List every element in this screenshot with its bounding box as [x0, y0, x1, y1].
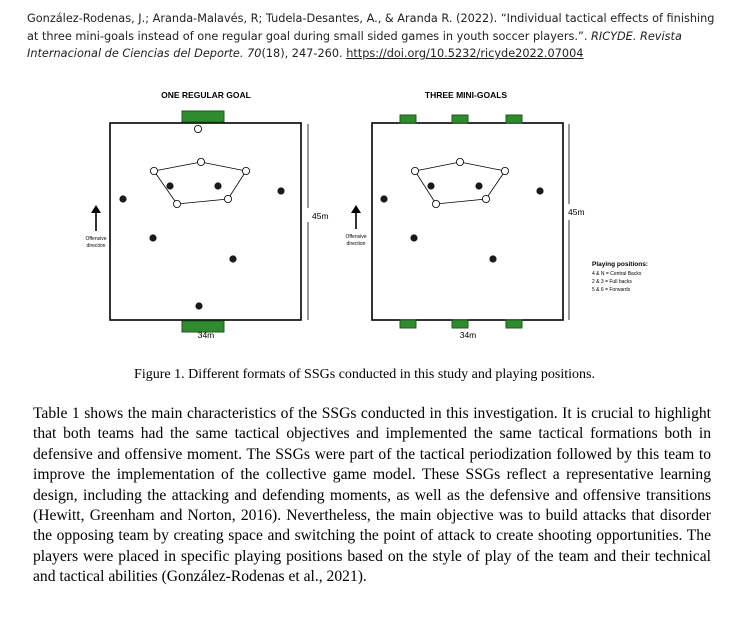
player-marker [475, 182, 482, 189]
player-marker [242, 167, 249, 174]
citation-doi[interactable]: https://doi.org/10.5232/ricyde2022.07004 [346, 47, 584, 60]
right-field-boundary [372, 123, 563, 320]
left-field-boundary [110, 123, 301, 320]
player-marker [149, 234, 156, 241]
citation-authors: González-Rodenas, J.; Aranda-Malavés, R; Tudela-Desantes, A., & Aranda R. (2022). [27, 12, 498, 25]
legend-line-1: 4 & N = Central Backs [592, 271, 642, 277]
player-marker [410, 234, 417, 241]
figure-caption: Figure 1. Different formats of SSGs conducted in this study and playing positions. [134, 367, 595, 382]
player-marker [536, 187, 543, 194]
player-marker [489, 255, 496, 262]
player-marker [166, 182, 173, 189]
player-marker [197, 158, 204, 165]
player-marker [411, 167, 418, 174]
player-marker [380, 195, 387, 202]
right-direction-label-2: direction [346, 241, 366, 247]
figure-1 [0, 80, 729, 360]
player-marker [427, 182, 434, 189]
left-field-title: ONE REGULAR GOAL [161, 90, 251, 100]
right-bottom-mini-goal [506, 320, 522, 328]
right-bottom-mini-goal [452, 320, 468, 328]
right-formation-shape [415, 162, 505, 204]
player-marker [501, 167, 508, 174]
citation [27, 10, 717, 63]
field-one-regular-goal [85, 90, 328, 340]
body-paragraph: Table 1 shows the main characteristics of the SSGs conducted in this investigation. It is crucial to highlight that both teams had the same tactical objectives and implemented the same tactical formations both in defensive and offensive moment. The SSGs were part of the tactical periodization followed by this team to improve the implementation of the collective game model. These SSGs reflect a representative learning design, including the attacking and defending moments, as well as the defensive and offensive transitions (Hewitt, Greenham and Norton, 2016). Nevertheless, the main objective was to build attacks that disorder the opposing team by creating space and switching the point of attack to create shooting opportunities. The players were placed in specific playing positions based on the style of play of the team and their technical and tactical abilities (González-Rodenas et al., 2021). [33, 405, 711, 586]
left-length-label: 45m [312, 211, 329, 221]
player-marker [482, 195, 489, 202]
legend-title: Playing positions: [592, 261, 648, 268]
positions-legend [592, 261, 648, 293]
right-width-label: 34m [459, 330, 477, 340]
field-three-mini-goals [345, 90, 648, 340]
right-length-label: 45m [568, 207, 585, 217]
player-marker [456, 158, 463, 165]
citation-title: “Individual tactical effects of finishing at three mini-goals instead of one regular goal during small sided games in youth soccer players.”. [27, 12, 715, 43]
right-field-title: THREE MINI-GOALS [424, 90, 508, 100]
citation-volume: 70 [247, 47, 262, 60]
right-direction-label-1: Offensive [345, 234, 367, 240]
left-players [119, 125, 284, 309]
citation-journal: RICYDE. Revista Internacional de Ciencias del Deporte. [27, 29, 682, 60]
left-direction-arrowhead [91, 205, 101, 213]
player-marker [229, 255, 236, 262]
right-bottom-mini-goal [400, 320, 416, 328]
player-marker [195, 302, 202, 309]
left-direction-label-1: Offensive [85, 236, 107, 242]
player-marker [119, 195, 126, 202]
player-marker [173, 200, 180, 207]
player-marker [432, 200, 439, 207]
player-marker [194, 125, 201, 132]
right-top-mini-goal [452, 115, 468, 123]
legend-line-3: 5 & 6 = Forwards [592, 287, 631, 293]
legend-line-2: 2 & 3 = Full backs [592, 279, 632, 285]
player-marker [150, 167, 157, 174]
right-players [380, 158, 543, 262]
left-width-label: 34m [197, 330, 215, 340]
left-top-goal [182, 111, 224, 122]
right-top-mini-goal [506, 115, 522, 123]
player-marker [224, 195, 231, 202]
player-marker [277, 187, 284, 194]
left-direction-label-2: direction [86, 243, 106, 249]
right-top-mini-goal [400, 115, 416, 123]
left-formation-shape [154, 162, 246, 204]
player-marker [214, 182, 221, 189]
citation-pages: (18), 247-260. [261, 47, 343, 60]
right-direction-arrowhead [351, 205, 361, 213]
